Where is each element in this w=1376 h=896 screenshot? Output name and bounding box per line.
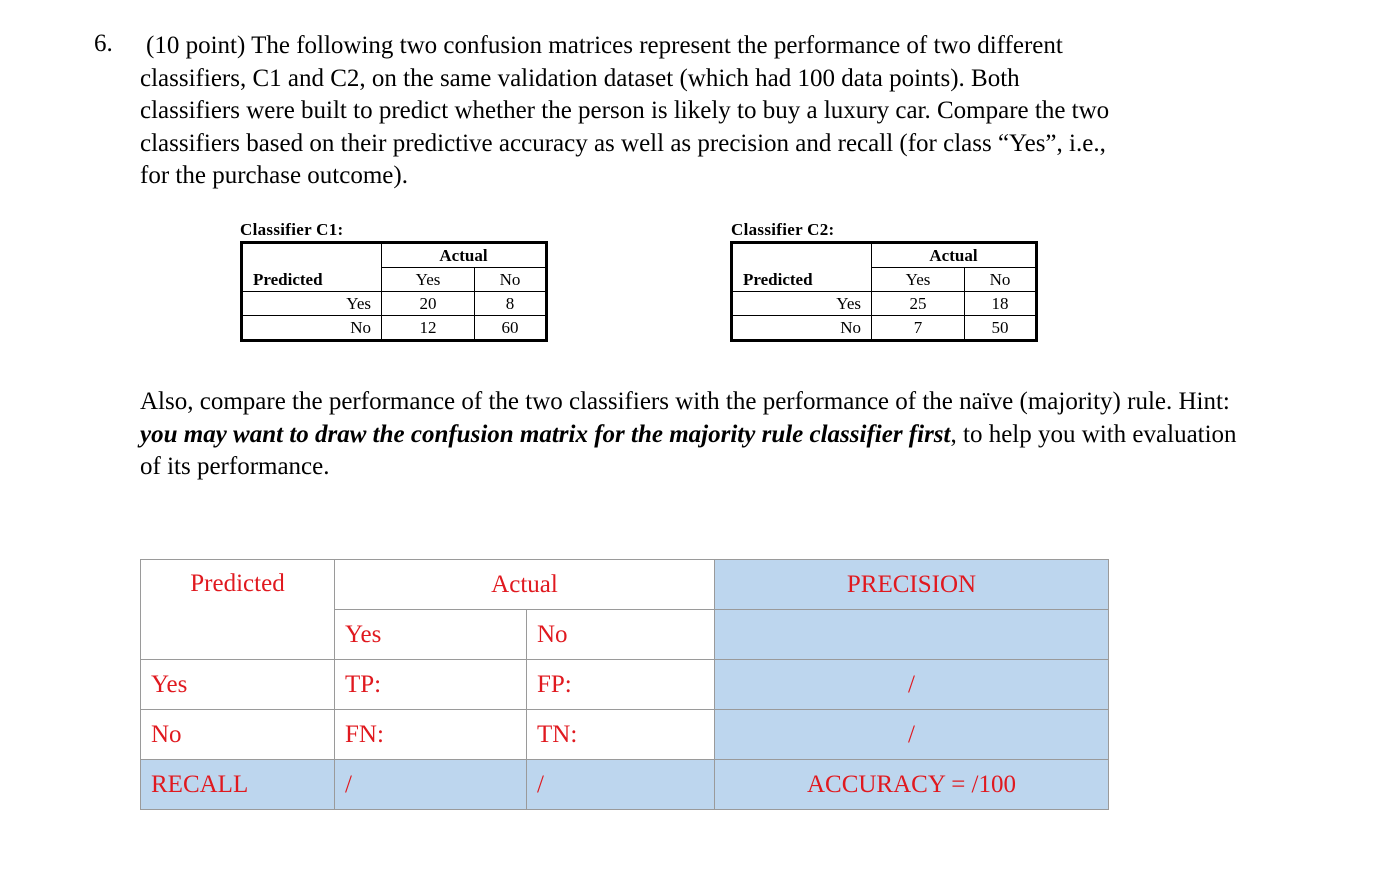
c2-matrix	[730, 241, 1038, 342]
c1-row-label: Yes	[242, 292, 382, 316]
ws-col-yes: Yes	[335, 610, 527, 660]
c1-corner	[242, 243, 382, 268]
c2-actual-label: Actual	[872, 243, 1037, 268]
ws-precision-yes: /	[715, 660, 1109, 710]
c2-cell: 18	[965, 292, 1037, 316]
c1-matrix	[240, 241, 548, 342]
c1-title: Classifier C1:	[240, 220, 344, 239]
c2-cell: 7	[872, 316, 965, 341]
ws-row-no: No	[141, 710, 335, 760]
ws-fp: FP:	[527, 660, 715, 710]
ws-row-yes: Yes	[141, 660, 335, 710]
question-line: (10 point) The following two confusion matrices represent the performance of two different	[146, 32, 1063, 59]
ws-recall-label: RECALL	[141, 760, 335, 810]
c1-col-no: No	[475, 268, 547, 292]
ws-actual-header: Actual	[335, 560, 715, 610]
question-line: classifiers were built to predict whether the person is likely to buy a luxury car. Compare the two	[140, 97, 1110, 124]
c2-corner	[732, 243, 872, 268]
c2-predicted-label: Predicted	[732, 268, 872, 292]
ws-precision-header: PRECISION	[715, 560, 1109, 610]
c1-cell: 20	[382, 292, 475, 316]
c2-col-no: No	[965, 268, 1037, 292]
ws-recall-yes: /	[335, 760, 527, 810]
ws-col-no: No	[527, 610, 715, 660]
ws-predicted-header: Predicted	[141, 560, 335, 660]
c1-cell: 60	[475, 316, 547, 341]
question-number: 6.	[94, 30, 113, 57]
c2-cell: 50	[965, 316, 1037, 341]
c2-col-yes: Yes	[872, 268, 965, 292]
c1-predicted-label: Predicted	[242, 268, 382, 292]
c2-cell: 25	[872, 292, 965, 316]
c1-row-label: No	[242, 316, 382, 341]
ws-accuracy: ACCURACY = /100	[715, 760, 1109, 810]
c1-cell: 8	[475, 292, 547, 316]
ws-fn: FN:	[335, 710, 527, 760]
c2-row-label: No	[732, 316, 872, 341]
ws-precision-blank	[715, 610, 1109, 660]
c1-cell: 12	[382, 316, 475, 341]
ws-tp: TP:	[335, 660, 527, 710]
also-paragraph: Also, compare the performance of the two classifiers with the performance of the naïve (majority) rule. Hint: you may want to draw the confusion matrix for the majority rule classifier first, to help you with evaluation of its performance.	[140, 388, 1237, 480]
ws-tn: TN:	[527, 710, 715, 760]
ws-recall-no: /	[527, 760, 715, 810]
hint-emphasis: you may want to draw the confusion matrix for the majority rule classifier first	[140, 420, 951, 448]
question-line: classifiers based on their predictive accuracy as well as precision and recall (for class “Yes”, i.e.,	[140, 129, 1106, 157]
question-line: classifiers, C1 and C2, on the same validation dataset (which had 100 data points). Both	[140, 64, 1020, 92]
ws-precision-no: /	[715, 710, 1109, 760]
question-line: for the purchase outcome).	[140, 162, 408, 189]
c1-col-yes: Yes	[382, 268, 475, 292]
worksheet-table	[140, 559, 1109, 810]
c2-title: Classifier C2:	[731, 220, 835, 239]
question-text	[140, 30, 1250, 193]
c2-row-label: Yes	[732, 292, 872, 316]
c1-actual-label: Actual	[382, 243, 547, 268]
